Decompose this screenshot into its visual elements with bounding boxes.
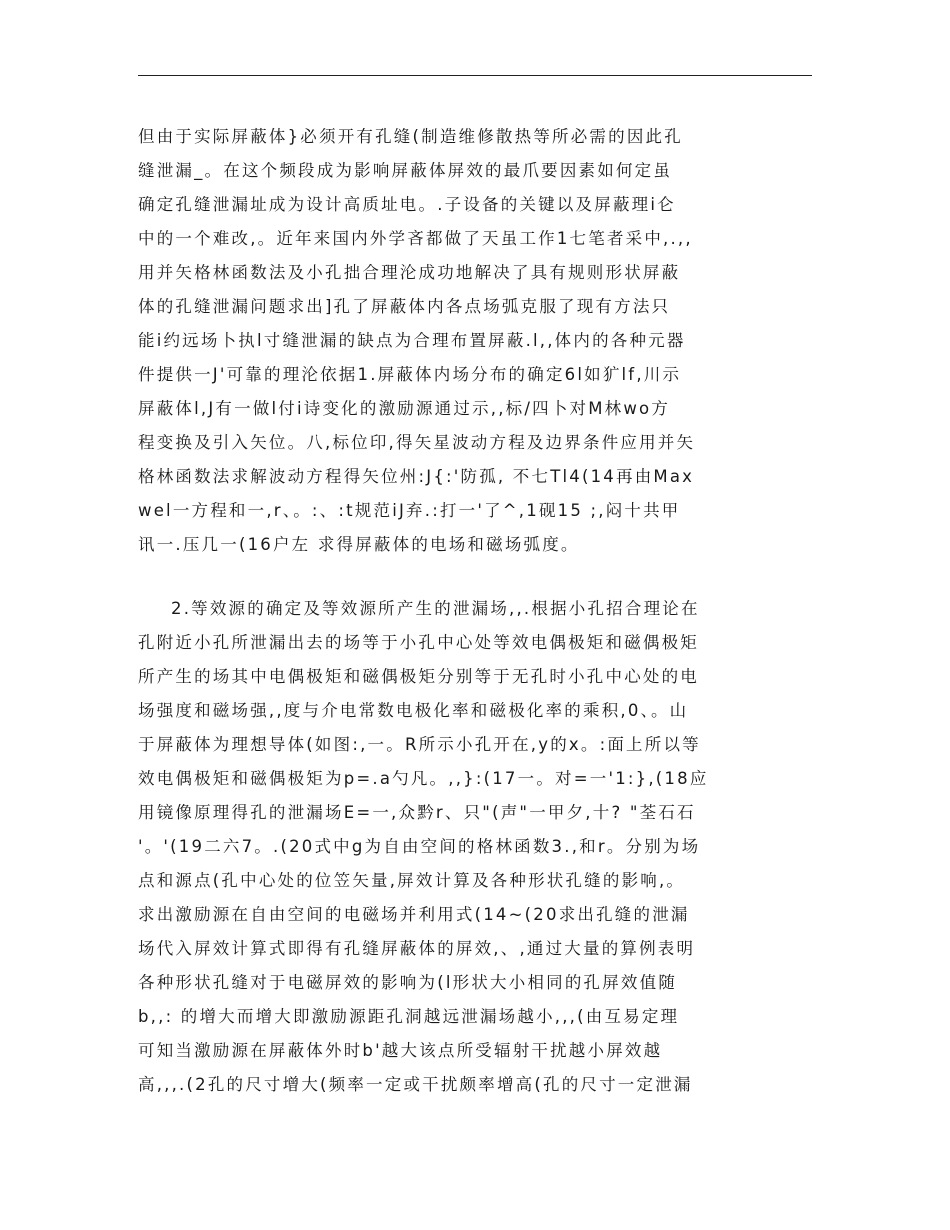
text-line: 中的一个难改,。近年来国内外学吝都做了天虽工作1七笔者采中,.,, [138, 229, 693, 248]
text-line: 点和源点(孔中心处的位笠矢量,屏效计算及各种形状孔缝的影响,。 [138, 871, 686, 890]
text-line: 缝泄漏_。在这个频段成为影响屏蔽体屏效的最爪要因素如何定虽 [138, 161, 673, 180]
text-line: '。'(19二六7。.(20式中g为自由空间的格林函数3.,和r。分别为场 [138, 837, 701, 856]
text-line: 求出激励源在自由空间的电磁场并利用式(14~(20求出孔缝的泄漏 [138, 905, 690, 924]
text-line: 确定孔缝泄漏址成为设计高质址电。.子设备的关键以及屏蔽理i仑 [138, 195, 676, 214]
text-line: 高,,,.(2孔的尺寸增大(频率一定或干扰颇率增高(孔的尺寸一定泄漏 [138, 1075, 693, 1094]
text-line: 所产生的场其中电偶极矩和磁偶极矩分别等于无孔时小孔中心处的电 [138, 667, 699, 686]
text-line: 可知当激励源在屏蔽体外时b'越大该点所受辐射干扰越小屏效越 [138, 1041, 663, 1060]
body-text [138, 120, 812, 1102]
text-line: b,,: 的增大而增大即激励源距孔洞越远泄漏场越小,,,(由互易定理 [138, 1007, 680, 1026]
text-line: 屏蔽体l,J有一做l付i诗变化的激励源通过示,,标/四卜对M林wo方 [138, 399, 671, 418]
text-line: 格林函数法求解波动方程得矢位州:J{:'防孤, 不七Tl4(14再由Max [138, 467, 695, 486]
text-line: 体的孔缝泄漏问题求出]孔了屏蔽体内各点场弧克服了现有方法只 [138, 297, 671, 316]
header-rule [138, 75, 812, 76]
text-line: 孔附近小孔所泄漏出去的场等于小孔中心处等效电偶极矩和磁偶极矩 [138, 633, 699, 652]
paragraph-1 [138, 120, 812, 562]
text-line: 效电偶极矩和磁偶极矩为p=.a勺凡。,,}:(17一。对=一'1:},(18应 [138, 769, 709, 788]
text-line: 程变换及引入矢位。八,标位印,得矢星波动方程及边界条件应用并矢 [138, 433, 696, 452]
paragraph-2 [138, 592, 812, 1102]
text-line: wel一方程和一,r、。:、:t规范iJ弃.:打一'了^,1砚15 ;,闷十共甲 [138, 501, 681, 520]
text-line: 讯一.压几一(16户左 求得屏蔽体的电场和磁场弧度。 [138, 535, 580, 554]
text-line: 于屏蔽体为理想导体(如图:,一。R所示小孔开在,y的x。:面上所以等 [138, 735, 701, 754]
text-line: 用镜像原理得孔的泄漏场E=一,众黔r、只"(声"一甲夕,十? "荃石石 [138, 803, 696, 822]
text-line: 件提供一J'可靠的理沦依据1.屏蔽体内场分布的确定6l如犷lf,川示 [138, 365, 682, 384]
text-line: 场强度和磁场强,,度与介电常数电极化率和磁极化率的乘积,0、。山 [138, 701, 689, 720]
text-line: 场代入屏效计算式即得有孔缝屏蔽体的屏效,、,通过大量的算例表明 [138, 939, 696, 958]
text-line: 2.等效源的确定及等效源所产生的泄漏场,,.根据小孔招合理论在 [171, 599, 700, 618]
text-line: 用并矢格林函数法及小孔拙合理沦成功地解决了具有规则形状屏蔽 [138, 263, 681, 282]
paragraph-spacer [138, 562, 812, 592]
text-line: 能i约远场卜执l寸缝泄漏的缺点为合理布置屏蔽.l,,体内的各种元器 [138, 331, 686, 350]
text-line: 但由于实际屏蔽体}必须开有孔缝(制造维修散热等所必需的因此孔 [138, 127, 683, 146]
text-line: 各种形状孔缝对于电磁屏效的影响为(l形状大小相同的孔屏效值随 [138, 973, 678, 992]
